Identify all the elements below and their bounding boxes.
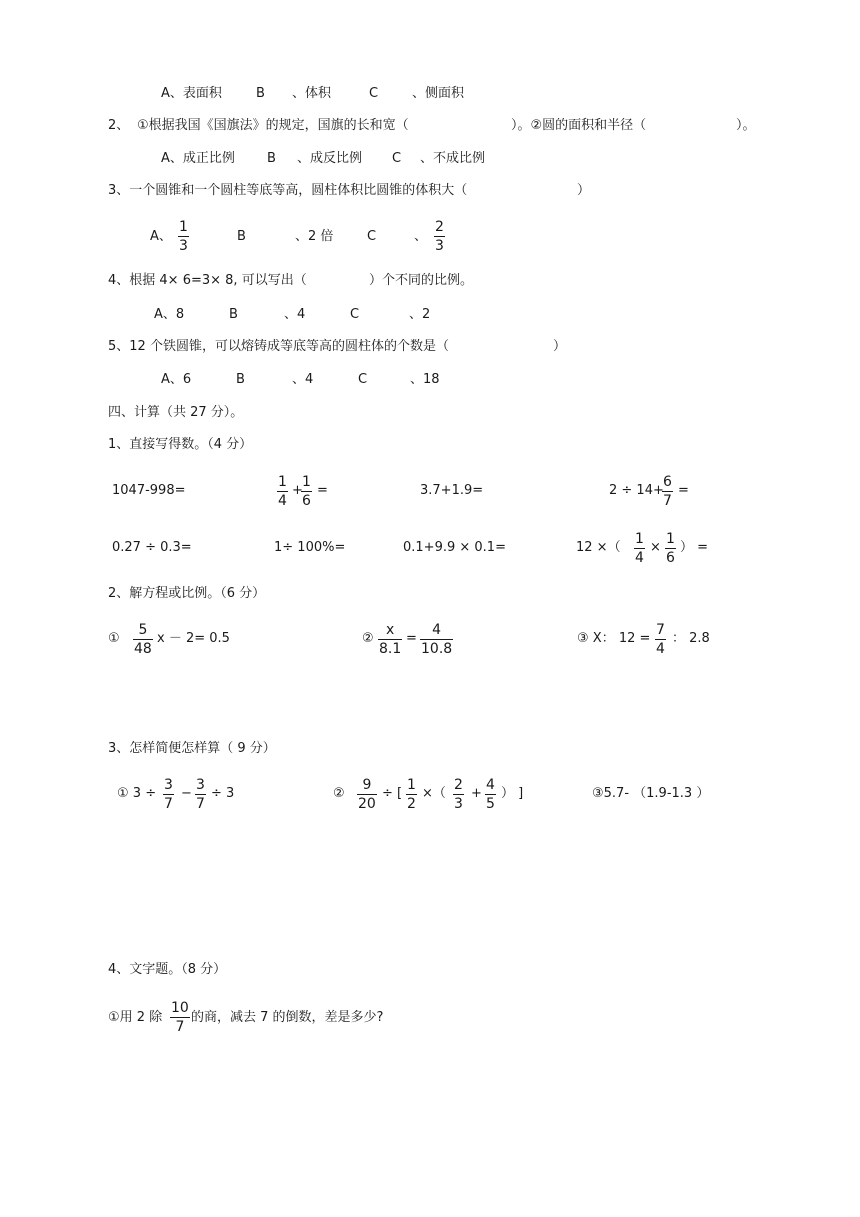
q3-close: ） [577,183,591,198]
denominator: 6 [666,550,675,566]
numerator: 4 [420,621,453,640]
q2-option-b-text: 、成反比例 [297,151,363,166]
q4-option-a: A、8 [154,307,185,322]
denominator: 3 [179,238,188,254]
q2-option-c-text: 、不成比例 [420,151,486,166]
numerator: 4 [486,777,495,793]
denominator: 7 [196,796,205,812]
q2-text-b: ）。②圆的面积和半径（ [511,118,647,133]
q5-option-c: C [358,372,368,387]
numerator: 5 [133,621,153,640]
q3-option-c-fraction [434,218,445,255]
calc3-s1-op: − [181,786,192,801]
q4-option-b: B [229,307,238,322]
denominator: 20 [358,796,376,812]
q4-option-b-text: 、4 [284,307,306,322]
calc3-s1-frac1 [163,776,174,813]
calc3-s2-mid2: ×（ [422,786,446,801]
calc3-s2-frac2 [406,776,417,813]
calc3-s3: ③5.7- （1.9-1.3 ） [592,786,710,801]
calc1-r2c4-op: × [650,540,661,555]
denominator: 4 [278,493,287,509]
calc3-s2-label: ② [333,786,345,801]
numerator: 1 [302,474,311,490]
denominator: 4 [656,641,665,657]
calc1-r2c4-frac2 [665,530,676,567]
q5-option-b-text: 、4 [292,372,314,387]
denominator: 6 [302,493,311,509]
q5-text: 5、12 个铁圆锥，可以熔铸成等底等高的圆柱体的个数是（ [108,339,449,354]
section-4-title: 四、计算（共 27 分）。 [108,405,244,420]
numerator: 1 [635,531,644,547]
numerator: 7 [656,622,665,638]
numerator: 1 [278,474,287,490]
calc4-w1-post: 的商，减去 7 的倒数，差是多少? [191,1010,384,1025]
calc1-r1c4-frac [662,473,673,510]
calc2-e3-pre: ③ X： 12 = [577,631,651,646]
calc3-s2-frac1 [357,776,377,813]
denominator: 7 [175,1019,185,1035]
q3-option-a-fraction [178,218,189,255]
calc3-s2-post: ） ] [501,786,524,801]
q-prev-option-a: A、表面积 [161,86,222,101]
q3-option-b: B [237,229,246,244]
numerator: 9 [357,776,377,795]
calc3-s1-frac2 [195,776,206,813]
calc1-r1c2-frac1 [277,473,288,510]
calc1-r2c2: 1÷ 100%= [274,540,346,555]
calc3-s2-frac4 [485,776,496,813]
numerator: 6 [663,474,672,490]
denominator: 10.8 [421,641,453,657]
denominator: 7 [663,493,672,509]
q4-text-a: 4、根据 4× 6=3× 8, 可以写出（ [108,273,307,288]
calc4-w1-pre: ①用 2 除 [108,1010,163,1025]
calc1-r1c3: 3.7+1.9= [420,483,484,498]
numerator: 10 [171,1000,189,1016]
denominator: 7 [164,796,173,812]
numerator: x [378,621,402,640]
q3-option-a: A、 [150,229,172,244]
q-prev-option-b-text: 、体积 [292,86,332,101]
numerator: 1 [666,531,675,547]
calc3-title: 3、怎样简便怎样算（ 9 分） [108,741,276,756]
q2-option-a: A、成正比例 [161,151,235,166]
calc1-r2c4-pre: 12 ×（ [576,540,621,555]
q-prev-option-c: C [369,86,379,101]
q2-text-c: ）。 [736,118,756,133]
calc2-e3-frac [655,621,666,658]
calc3-s2-op: + [471,786,482,801]
q2-text-a: ①根据我国《国旗法》的规定，国旗的长和宽（ [137,118,409,133]
calc3-s2-frac3 [453,776,464,813]
calc1-r1c4-pre: 2 ÷ 14+ [609,483,664,498]
q5-close: ） [553,339,567,354]
calc3-s1-pre: ① 3 ÷ [117,786,157,801]
numerator: 1 [179,219,188,235]
denominator: 2 [407,796,416,812]
calc2-e1-rest: x － 2= 0.5 [157,631,230,646]
calc1-r2c1: 0.27 ÷ 0.3= [112,540,192,555]
q-prev-option-b: B [256,86,265,101]
calc3-s1-post: ÷ 3 [211,786,235,801]
numerator: 3 [196,777,205,793]
denominator: 8.1 [379,641,402,657]
q4-option-c: C [350,307,360,322]
calc1-r2c3: 0.1+9.9 × 0.1= [403,540,506,555]
denominator: 4 [635,550,644,566]
calc1-r1c2-op: + [292,483,303,498]
q3-option-c: C [367,229,377,244]
denominator: 3 [454,796,463,812]
calc4-title: 4、文字题。（8 分） [108,962,227,977]
q5-option-c-text: 、18 [410,372,440,387]
calc1-title: 1、直接写得数。（4 分） [108,437,253,452]
denominator: 48 [134,641,152,657]
denominator: 3 [435,238,444,254]
numerator: 3 [164,777,173,793]
calc2-e1-frac [133,621,153,658]
calc4-w1-frac [170,999,190,1036]
q5-option-b: B [236,372,245,387]
q2-option-c: C [392,151,402,166]
q3-option-c-sep: 、 [414,229,428,244]
calc2-e2-eq: = [406,631,417,646]
calc1-r2c4-frac1 [634,530,645,567]
q-prev-option-c-text: 、侧面积 [412,86,465,101]
calc2-e2-label: ② [362,631,374,646]
calc2-e3-post: ： 2.8 [672,631,710,646]
denominator: 5 [486,796,495,812]
calc2-e2-frac1 [378,621,402,658]
calc1-r1c1: 1047-998= [112,483,186,498]
calc1-r1c4-eq: = [678,483,689,498]
calc1-r1c2-frac2 [301,473,312,510]
numerator: 1 [407,777,416,793]
calc3-s2-mid1: ÷ [ [382,786,403,801]
calc1-r1c2-eq: = [317,483,328,498]
calc1-r2c4-post: ） = [680,540,709,555]
calc2-e2-frac2 [420,621,453,658]
calc2-title: 2、解方程或比例。（6 分） [108,586,266,601]
q2-option-b: B [267,151,276,166]
q5-option-a: A、6 [161,372,192,387]
numerator: 2 [454,777,463,793]
q2-number: 2、 [108,118,130,133]
calc2-e1-label: ① [108,631,120,646]
q4-option-c-text: 、2 [409,307,431,322]
numerator: 2 [435,219,444,235]
q3-option-b-text: 、2 倍 [295,229,334,244]
q4-text-b: ）个不同的比例。 [369,273,474,288]
q3-text: 3、一个圆锥和一个圆柱等底等高，圆柱体积比圆锥的体积大（ [108,183,468,198]
